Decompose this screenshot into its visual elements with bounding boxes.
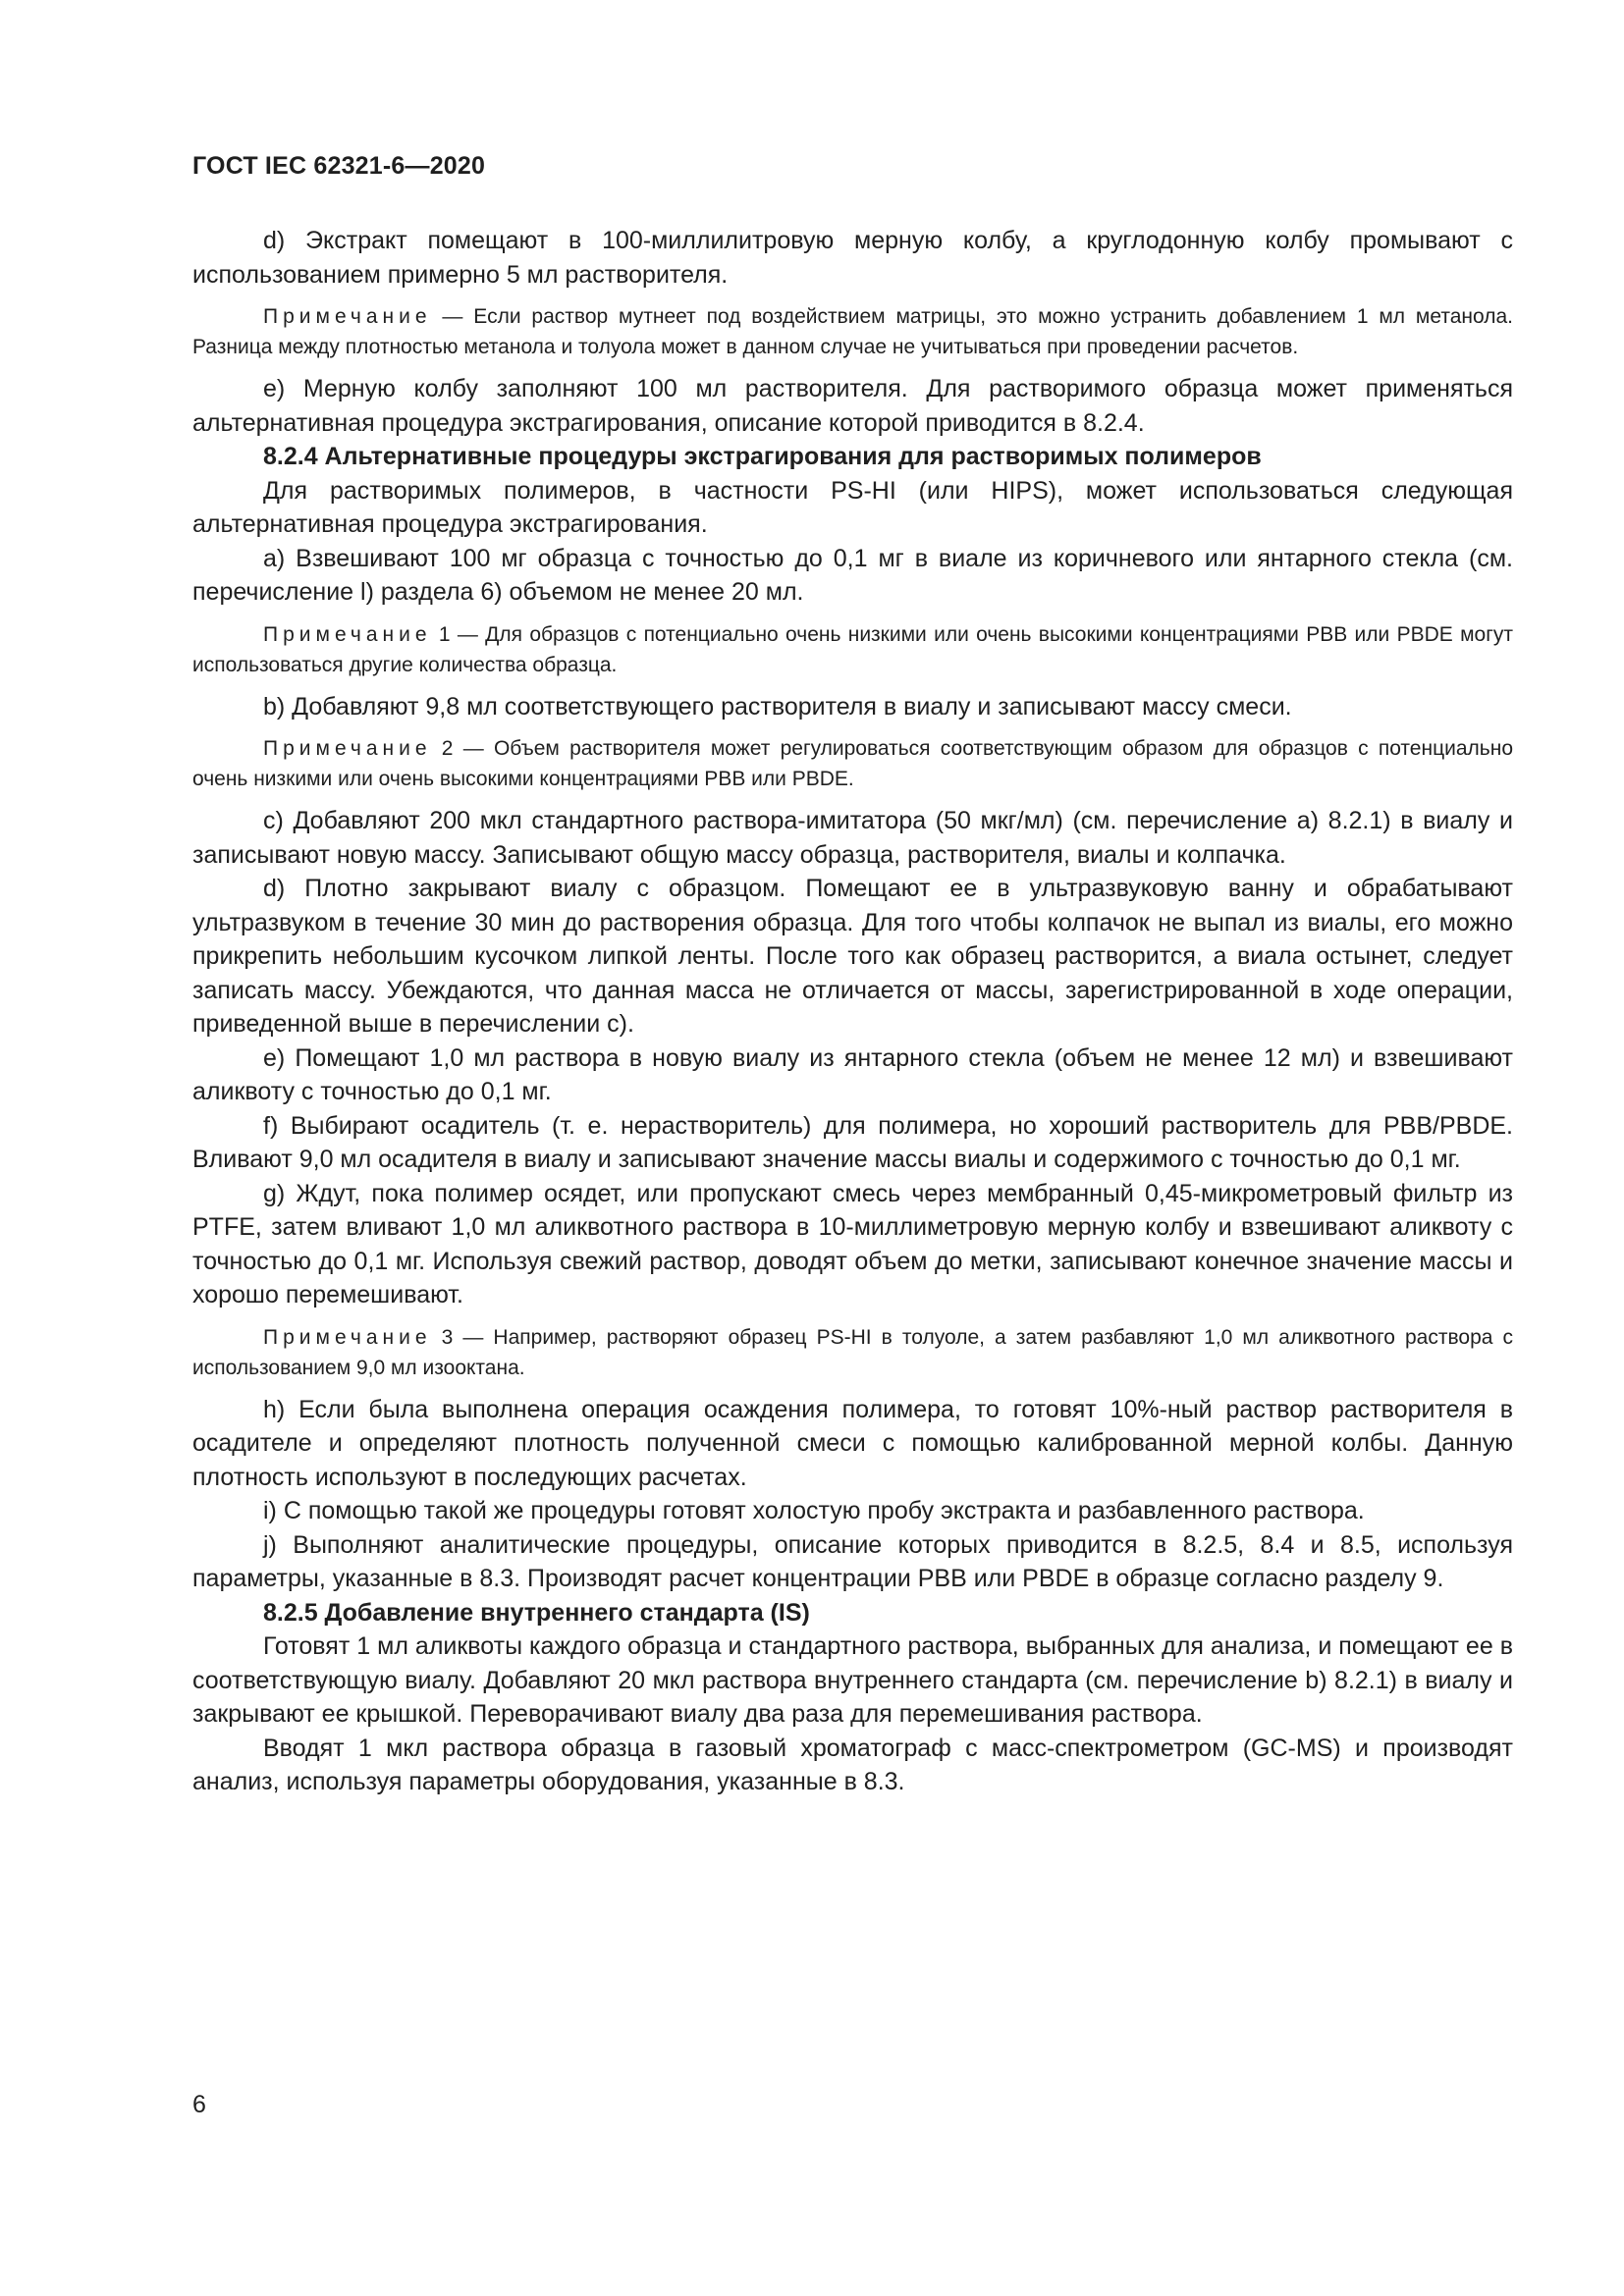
paragraph-d1: d) Экстракт помещают в 100-миллилитровую мерную колбу, а круглодонную колбу промывают с использованием примерно 5 мл растворителя. — [192, 227, 1513, 289]
note-text: 2 — Объем растворителя может регулироваться соответствующим образом для образцов с потенциально очень низкими или очень высокими концентрациями PBB или PBDE. — [192, 737, 1513, 790]
note-text: 1 — Для образцов с потенциально очень низкими или очень высокими концентрациями PBB или PBDE могут использоваться другие количества образца. — [192, 622, 1513, 676]
paragraph-e2: e) Помещают 1,0 мл раствора в новую виалу из янтарного стекла (объем не менее 12 мл) и взвешивают аликвоту с точностью до 0,1 мг. — [192, 1043, 1513, 1105]
page-number: 6 — [192, 2091, 206, 2118]
paragraph-e1: e) Мерную колбу заполняют 100 мл растворителя. Для растворимого образца может применяться альтернативная процедура экстрагирования, описание которой приводится в 8.2.4. — [192, 375, 1513, 437]
note-text: — Если раствор мутнеет под воздействием матрицы, это можно устранить добавлением 1 мл метанола. Разница между плотностью метанола и толуола может в данном случае не учитываться при проведении расчетов. — [192, 305, 1513, 358]
document-header: ГОСТ IEC 62321-6—2020 — [192, 152, 486, 180]
note-2 — [192, 733, 1513, 794]
paragraph-c: c) Добавляют 200 мкл стандартного раствора-имитатора (50 мкг/мл) (см. перечисление a) 8.2.1) в виалу и записывают новую массу. Записывают общую массу образца, растворителя, виалы и колпачка. — [192, 807, 1513, 869]
note-1 — [192, 619, 1513, 680]
paragraph-intro: Для растворимых полимеров, в частности PS-HI (или HIPS), может использоваться следующая альтернативная процедура экстрагирования. — [192, 476, 1513, 538]
paragraph-b: b) Добавляют 9,8 мл соответствующего растворителя в виалу и записывают массу смеси. — [263, 692, 1292, 721]
note-3 — [192, 1322, 1513, 1383]
note-label: Примечание — [263, 305, 432, 328]
paragraph-g: g) Ждут, пока полимер осядет, или пропускают смесь через мембранный 0,45-микрометровый фильтр из PTFE, затем вливают 1,0 мл аликвотного раствора в 10-миллиметровую мерную колбу и взвешивают аликвоту с точностью до 0,1 мг. Используя свежий раствор, доводят объем до метки, записывают конечное значение массы и хорошо перемешивают. — [192, 1179, 1513, 1308]
paragraph-a: a) Взвешивают 100 мг образца с точностью до 0,1 мг в виале из коричневого или янтарного стекла (см. перечисление l) раздела 6) объемом не менее 20 мл. — [192, 544, 1513, 606]
paragraph-f: f) Выбирают осадитель (т. е. нерастворитель) для полимера, но хороший растворитель для PBB/PBDE. Вливают 9,0 мл осадителя в виалу и записывают значение массы виалы и содержимого с точностью до 0,1 мг. — [192, 1111, 1513, 1173]
document-body — [192, 224, 1513, 1799]
section-heading-8-2-4: 8.2.4 Альтернативные процедуры экстрагирования для растворимых полимеров — [263, 443, 1262, 470]
note-0 — [192, 301, 1513, 362]
note-label: Примечание — [263, 622, 432, 646]
note-label: Примечание — [263, 737, 432, 760]
note-text: 3 — Например, растворяют образец PS-HI в толуоле, а затем разбавляют 1,0 мл аликвотного раствора с использованием 9,0 мл изооктана. — [192, 1325, 1513, 1379]
paragraph-is2: Вводят 1 мкл раствора образца в газовый хроматограф с масс-спектрометром (GC-MS) и производят анализ, используя параметры оборудования, указанные в 8.3. — [192, 1734, 1513, 1795]
note-label: Примечание — [263, 1325, 432, 1349]
paragraph-is1: Готовят 1 мл аликвоты каждого образца и стандартного раствора, выбранных для анализа, и помещают ее в соответствующую виалу. Добавляют 20 мкл раствора внутреннего стандарта (см. перечисление b) 8.2.1) в виалу и закрывают ее крышкой. Переворачивают виалу два раза для перемешивания раствора. — [192, 1632, 1513, 1728]
section-heading-8-2-5: 8.2.5 Добавление внутреннего стандарта (IS) — [263, 1598, 810, 1627]
paragraph-i: i) С помощью такой же процедуры готовят холостую пробу экстракта и разбавленного раствора. — [263, 1497, 1365, 1524]
paragraph-d2: d) Плотно закрывают виалу с образцом. Помещают ее в ультразвуковую ванну и обрабатывают ультразвуком в течение 30 мин до растворения образца. Для того чтобы колпачок не выпал из виалы, его можно прикрепить небольшим кусочком липкой ленты. После того как образец растворится, а виала остынет, следует записать массу. Убеждаются, что данная масса не отличается от массы, зарегистрированной в ходе операции, приведенной выше в перечислении c). — [192, 875, 1513, 1038]
paragraph-j: j) Выполняют аналитические процедуры, описание которых приводится в 8.2.5, 8.4 и 8.5, используя параметры, указанные в 8.3. Производят расчет концентрации PBB или PBDE в образце согласно разделу 9. — [192, 1530, 1513, 1592]
paragraph-h: h) Если была выполнена операция осаждения полимера, то готовят 10%-ный раствор растворителя в осадителе и определяют плотность полученной смеси с помощью калиброванной мерной колбы. Данную плотность используют в последующих расчетах. — [192, 1395, 1513, 1491]
